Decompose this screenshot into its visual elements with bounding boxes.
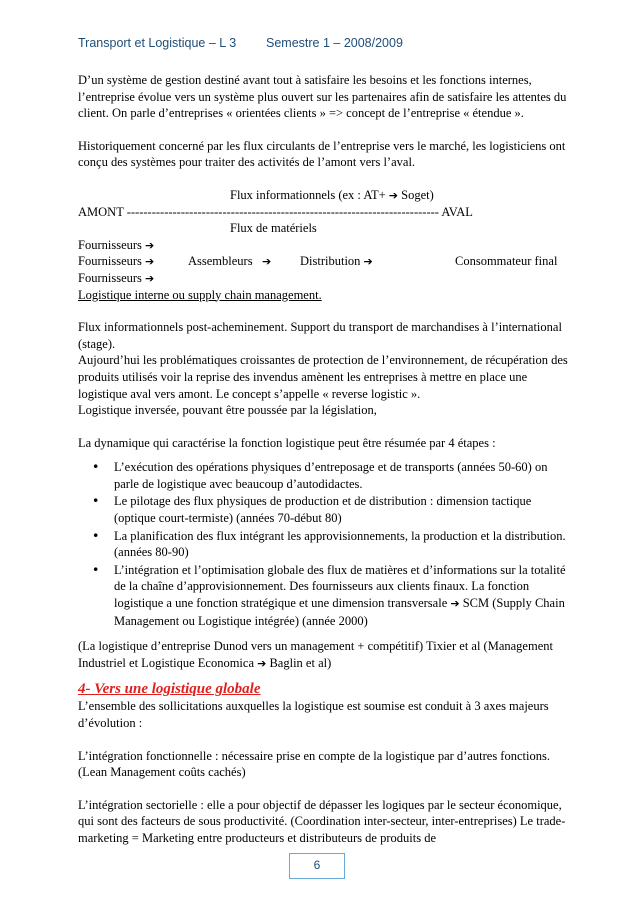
paragraph-historical: Historiquement concerné par les flux circulants de l’entreprise vers le marché, les logisticiens ont conçu des systèmes pour traiter des activités de l’amont vers l’aval. [78, 138, 566, 170]
arrow-icon: ➔ [261, 255, 272, 269]
header-course: Transport et Logistique – L 3 [78, 36, 237, 50]
amont-aval-line: AMONT --------------------------------------------------------------------------- AVAL [78, 204, 473, 219]
bullet-icon: • [92, 459, 100, 475]
list-item: • L’exécution des opérations physiques d’entreposage et de transports (années 50-60) on parle de logistique avec beaucoup d’autodidactes. [92, 459, 548, 491]
paragraph-logistique-inversee: Logistique inversée, pouvant être poussée par la législation, [78, 403, 377, 418]
paragraph-integration-fonctionnelle: L’intégration fonctionnelle : nécessaire prise en compte de la logistique par d’autres fonctions. (Lean Management coûts cachés) [78, 748, 550, 780]
logistique-interne: Logistique interne ou supply chain management. [78, 287, 322, 302]
section-title: 4- Vers une logistique globale [78, 681, 261, 698]
flux-materiels-line: Flux de matériels [230, 221, 317, 236]
list-item: • Le pilotage des flux physiques de production et de distribution : dimension tactique (optique court-termiste) (années 70-début 80) [92, 493, 532, 526]
list-item: • L’intégration et l’optimisation globale des flux de matières et d’informations sur la totalité de la chaîne d’approvisionnement. Des fournisseurs aux clients finaux. La fonction logistique a une fonction stratégique et une dimension transversale ➔ SCM (Supply Chain Management ou Logistique intégrée) (année 2000) [92, 561, 566, 628]
header-semester: Semestre 1 – 2008/2009 [266, 36, 403, 50]
paragraph-reverse-logistic: Aujourd’hui les problématiques croissantes de protection de l’environnement, de récupération des produits utilisés voir la reprise des invendus amènent les entreprises à mettre en place une logistique aval vers amont. Le concept s’appelle « reverse logistic ». [78, 353, 568, 401]
fournisseurs-line-1: Fournisseurs ➔ [78, 237, 155, 252]
arrow-icon: ➔ [145, 271, 155, 285]
bullet-icon: • [92, 561, 100, 577]
arrow-icon: ➔ [257, 656, 267, 670]
arrow-icon: ➔ [450, 597, 460, 611]
supply-chain-line: Fournisseurs ➔ Assembleurs ➔ Distribution ➔ Consommateur final [78, 254, 558, 269]
bullet-icon: • [92, 527, 100, 543]
paragraph-dynamique: La dynamique qui caractérise la fonction logistique peut être résumée par 4 étapes : [78, 435, 496, 450]
arrow-icon: ➔ [388, 188, 398, 202]
arrow-icon: ➔ [145, 255, 155, 269]
fournisseurs-line-3: Fournisseurs ➔ [78, 270, 155, 285]
arrow-icon: ➔ [363, 255, 373, 269]
paragraph-integration-sectorielle: L’intégration sectorielle : elle a pour objectif de dépasser les logiques par le secteur économique, qui sont des facteurs de sous productivité. (Coordination inter-secteur, inter-entreprises) Le trade-marketing = Marketing entre producteurs et distributeurs de produits de [78, 797, 566, 845]
page-number: 6 [289, 853, 345, 879]
arrow-icon: ➔ [145, 238, 155, 252]
flux-info-line: Flux informationnels (ex : AT+ ➔ Soget) [230, 187, 434, 202]
list-item: • La planification des flux intégrant les approvisionnements, la production et la distribution. (années 80-90) [92, 527, 566, 560]
paragraph-enterprise-system: D’un système de gestion destiné avant tout à satisfaire les besoins et les fonctions internes, l’entreprise évolue vers un système plus ouvert sur les partenaires afin de satisfaire les attentes du client. On parle d’entreprises « orientées clients » => concept de l’entreprise « étendue ». [78, 73, 567, 121]
page-header [78, 36, 403, 50]
paragraph-post-acheminement: Flux informationnels post-acheminement. Support du transport de marchandises à l’international (stage). [78, 320, 562, 351]
steps-list [78, 459, 568, 629]
paragraph-references: (La logistique d’entreprise Dunod vers un management + compétitif) Tixier et al (Management Industriel et Logistique Economica ➔ Baglin et al) [78, 639, 553, 670]
bullet-icon: • [92, 493, 100, 509]
document-body [78, 72, 568, 847]
paragraph-axes: L’ensemble des sollicitations auxquelles la logistique est soumise est conduit à 3 axes majeurs d’évolution : [78, 699, 549, 730]
